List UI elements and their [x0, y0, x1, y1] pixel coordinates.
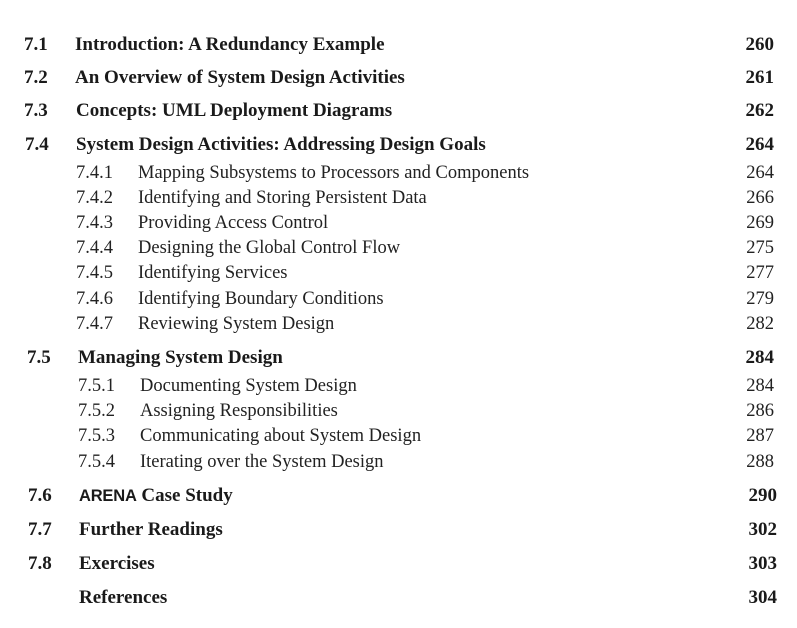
subsection-title: Mapping Subsystems to Processors and Components: [138, 163, 530, 183]
subsection-number: 7.4.4: [76, 238, 113, 258]
subsection-number: 7.4.7: [76, 314, 113, 334]
subsection-title: Identifying and Storing Persistent Data: [138, 188, 427, 208]
toc-entry: [0, 34, 797, 58]
section-title: Managing System Design: [78, 347, 283, 368]
subsection-title: Assigning Responsibilities: [140, 401, 338, 421]
section-title: [79, 485, 233, 507]
page-number: 288: [746, 452, 774, 472]
page-number: 279: [746, 289, 774, 309]
page-number: 266: [746, 188, 774, 208]
toc-subentry: [0, 163, 797, 187]
toc-subentry: [0, 238, 797, 262]
toc-entry: [0, 587, 797, 611]
page-number: 264: [745, 134, 774, 155]
arena-label: ARENA: [79, 487, 137, 505]
toc-subentry: [0, 452, 797, 476]
subsection-number: 7.4.1: [76, 163, 113, 183]
subsection-title: Reviewing System Design: [138, 314, 335, 334]
toc-entry: [0, 485, 797, 509]
section-title: Introduction: A Redundancy Example: [75, 34, 385, 55]
section-title: System Design Activities: Addressing Design Goals: [76, 134, 486, 155]
section-title: References: [79, 587, 168, 608]
toc-subentry: [0, 289, 797, 313]
section-number: 7.4: [25, 134, 49, 155]
page-number: 277: [746, 263, 774, 283]
subsection-title: Providing Access Control: [138, 213, 329, 233]
section-title: Exercises: [79, 553, 155, 574]
subsection-number: 7.4.3: [76, 213, 113, 233]
page-number: 282: [746, 314, 774, 334]
toc-subentry: [0, 213, 797, 237]
page-number: 302: [748, 519, 777, 540]
toc-entry: [0, 67, 797, 91]
subsection-number: 7.4.2: [76, 188, 113, 208]
page-number: 260: [745, 34, 774, 55]
toc-subentry: [0, 263, 797, 287]
section-title: Concepts: UML Deployment Diagrams: [76, 100, 393, 121]
subsection-number: 7.5.3: [78, 426, 115, 446]
toc-subentry: [0, 401, 797, 425]
subsection-title: Communicating about System Design: [140, 426, 422, 446]
page-number: 264: [746, 163, 774, 183]
page-number: 262: [745, 100, 774, 121]
toc-subentry: [0, 314, 797, 338]
subsection-number: 7.4.5: [76, 263, 113, 283]
page-number: 269: [746, 213, 774, 233]
toc-entry: [0, 519, 797, 543]
page-number: 304: [748, 587, 777, 608]
page-number: 290: [748, 485, 777, 506]
subsection-number: 7.5.2: [78, 401, 115, 421]
section-title: Further Readings: [79, 519, 223, 540]
page-number: 261: [745, 67, 774, 88]
toc-subentry: [0, 188, 797, 212]
subsection-title: Designing the Global Control Flow: [138, 238, 401, 258]
subsection-title: Identifying Services: [138, 263, 288, 283]
subsection-title: Iterating over the System Design: [140, 452, 384, 472]
section-number: 7.7: [28, 519, 52, 540]
page-number: 303: [748, 553, 777, 574]
section-number: 7.1: [24, 34, 48, 55]
toc-subentry: [0, 376, 797, 400]
subsection-number: 7.4.6: [76, 289, 113, 309]
subsection-number: 7.5.4: [78, 452, 115, 472]
toc-entry: [0, 134, 797, 158]
toc-subentry: [0, 426, 797, 450]
page-number: 287: [746, 426, 774, 446]
section-number: 7.3: [24, 100, 48, 121]
subsection-number: 7.5.1: [78, 376, 115, 396]
subsection-title: Documenting System Design: [140, 376, 357, 396]
toc-entry: [0, 553, 797, 577]
toc-entry: [0, 347, 797, 371]
toc-entry: [0, 100, 797, 124]
section-title: An Overview of System Design Activities: [75, 67, 405, 88]
page-number: 284: [746, 376, 774, 396]
section-number: 7.2: [24, 67, 48, 88]
page-number: 284: [745, 347, 774, 368]
section-number: 7.8: [28, 553, 52, 574]
page-number: 275: [746, 238, 774, 258]
section-number: 7.5: [27, 347, 51, 368]
section-title-rest: Case Study: [136, 485, 233, 506]
subsection-title: Identifying Boundary Conditions: [138, 289, 384, 309]
page-number: 286: [746, 401, 774, 421]
section-number: 7.6: [28, 485, 52, 506]
